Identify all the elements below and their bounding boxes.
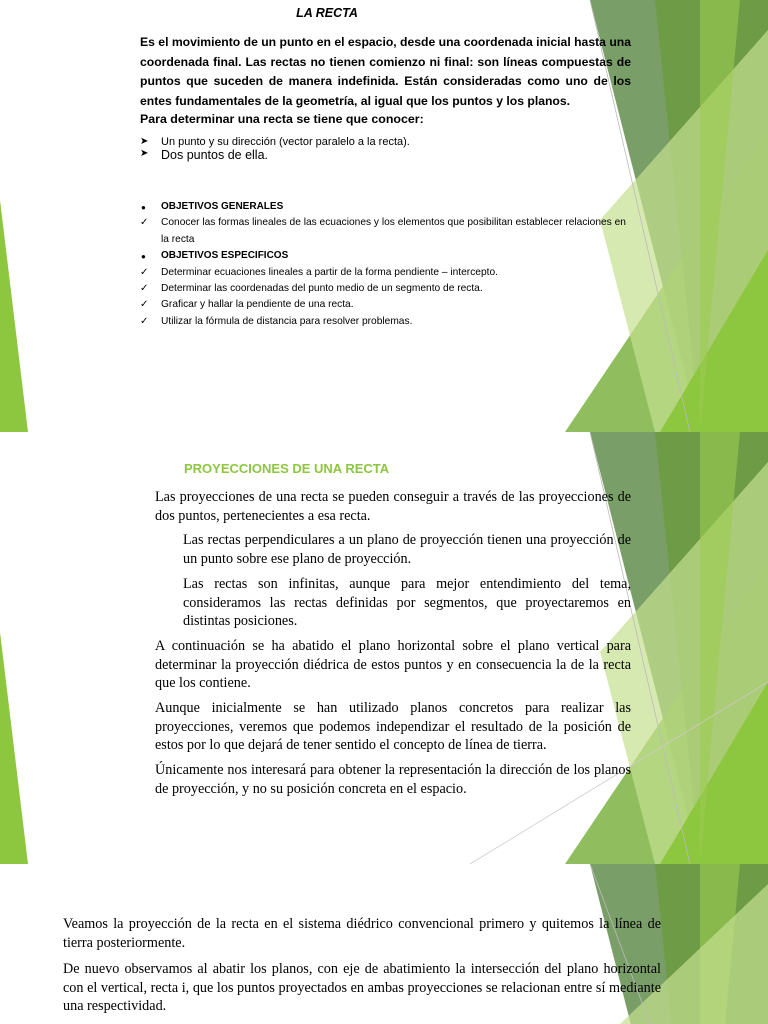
indented-paragraph: Las rectas son infinitas, aunque para mejor entendimiento del tema, consideramos las rectas definidas por segmentos, que proyectaremos en distintas posiciones. xyxy=(183,576,631,630)
check-icon: ✓ xyxy=(140,299,149,311)
check-icon: ✓ xyxy=(140,283,149,295)
arrow-bullet-icon: ➤ xyxy=(140,136,149,147)
check-icon: ✓ xyxy=(140,315,149,327)
list-item: ✓ Graficar y hallar la pendiente de una recta. xyxy=(140,297,631,313)
arrow-bullet-icon: ➤ xyxy=(140,148,149,159)
list-item: ✓ Utilizar la fórmula de distancia para resolver problemas. xyxy=(140,314,631,330)
paragraph: De nuevo observamos al abatir los planos, con eje de abatimiento la intersección del plano horizontal con el vertical, recta i, que los puntos proyectados en ambas proyecciones se relacionan entre sí mediante una respectividad. xyxy=(63,961,661,1015)
subtitle: Para determinar una recta se tiene que conocer: xyxy=(140,112,424,126)
check-icon: ✓ xyxy=(140,217,149,229)
slide-proyecciones xyxy=(0,432,768,864)
slide-title: LA RECTA xyxy=(296,6,358,20)
bullet-icon: ● xyxy=(141,252,146,262)
list-item: ✓ Determinar ecuaciones lineales a partir de la forma pendiente – intercepto. xyxy=(140,265,631,281)
slide-title: PROYECCIONES DE UNA RECTA xyxy=(184,461,390,476)
slide-sistema-diedrico xyxy=(0,864,768,1024)
intro-paragraph: Es el movimiento de un punto en el espacio, desde una coordenada inicial hasta una coordenada final. Las rectas no tienen comienzo ni final: son líneas compuestas de puntos que suceden de manera indefinida. Están consideradas como uno de los entes fundamentales de la geometría, al igual que los puntos y los planos. xyxy=(140,35,631,108)
paragraph: Las proyecciones de una recta se pueden conseguir a través de las proyecciones de dos puntos, pertenecientes a esa recta. xyxy=(155,489,631,524)
paragraph: Únicamente nos interesará para obtener la representación la dirección de los planos de proyección, y no su posición concreta en el espacio. xyxy=(155,762,631,797)
slide-la-recta xyxy=(0,0,768,432)
paragraph: A continuación se ha abatido el plano horizontal sobre el plano vertical para determinar la proyección diédrica de estos puntos y en consecuencia la de la recta que los contiene. xyxy=(155,638,631,692)
list-item: ➤ Un punto y su dirección (vector paralelo a la recta). xyxy=(140,136,410,148)
objectives-heading: ● OBJETIVOS GENERALES xyxy=(140,199,631,215)
list-item: ✓ Conocer las formas lineales de las ecuaciones y los elementos que posibilitan establecer relaciones en la recta xyxy=(140,217,626,245)
paragraph: Veamos la proyección de la recta en el sistema diédrico convencional primero y quitemos la línea de tierra posteriormente. xyxy=(63,916,661,951)
indented-paragraph: Las rectas perpendiculares a un plano de proyección tienen una proyección de un punto sobre ese plano de proyección. xyxy=(183,532,631,567)
arrow-list xyxy=(140,136,620,162)
check-icon: ✓ xyxy=(140,266,149,278)
list-item: ✓ Determinar las coordenadas del punto medio de un segmento de recta. xyxy=(140,281,631,297)
list-item: ➤ Dos puntos de ella. xyxy=(140,148,269,162)
bullet-icon: ● xyxy=(141,203,146,212)
objectives-list xyxy=(140,199,631,330)
paragraph: Aunque inicialmente se han utilizado planos concretos para realizar las proyecciones, veremos que podemos independizar el resultado de la posición de estos por lo que dejará de tener sentido el concepto de línea de tierra. xyxy=(155,700,631,754)
objectives-heading: ● OBJETIVOS ESPECIFICOS xyxy=(140,248,631,264)
